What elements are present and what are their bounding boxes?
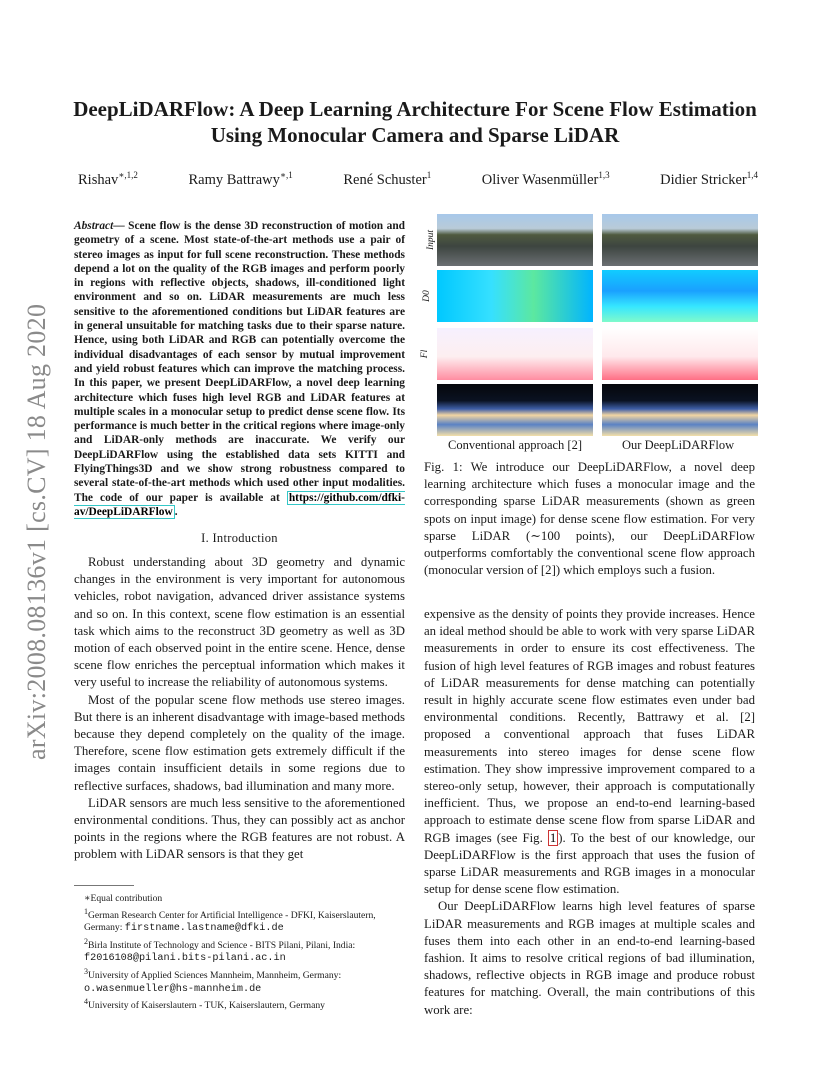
footnote: $^3$University of Applied Sciences Mannheim, Mannheim, Germany: o.wasenmueller@hs-mannheim.de [84, 966, 342, 995]
section-heading: I. Introduction [201, 531, 278, 545]
column-label: Our DeepLiDARFlow [622, 438, 735, 452]
paragraph: LiDAR sensors are much less sensitive to the aforementioned environmental conditions. Thus, they can possibly act as anchor points in the regions where the RGB features are not robust. A problem with LiDAR sensors is that they get [74, 795, 405, 862]
email: f2016108@pilani.bits-pilani.ac.in [84, 953, 286, 965]
input-image-conventional [437, 214, 593, 266]
author: Rishav$^{∗,1,2}$ [78, 170, 138, 188]
author: Ramy Battrawy$^{∗,1}$ [188, 170, 293, 188]
abstract: Abstract— Scene flow is the dense 3D reconstruction of motion and geometry of a scene. Most state-of-the-art methods use a pair of stereo images as input for full scene reconstruction. These methods depend a lot on the quality of the RGB images and perform poorly in regions with reflective objects, shadows, ill-conditioned light environment and so on. LiDAR measurements are much less sensitive to the aforementioned conditions but LiDAR features are in general unsuitable for matching tasks due to their sparse nature. Hence, using both LiDAR and RGB can potentially overcome the individual disadvantages of each sensor by mutual improvement and yield robust features which can improve the matching process. In this paper, we present DeepLiDARFlow, a novel deep learning architecture which fuses high level RGB and LiDAR features at multiple scales in a monocular setup to predict dense scene flow. Its performance is much better in the critical regions where image-only and LiDAR-only methods are inaccurate. We verify our DeepLiDARFlow using the established data sets KITTI and FlyingThings3D and we show strong robustness compared to several state-of-the-art methods which used other input modalities. The code of our paper is available at https://github.com/dfki-av/DeepLiDARFlow . [74, 220, 405, 518]
figure-reference-link[interactable]: 1 [549, 830, 557, 845]
row-label: D0 [421, 290, 432, 302]
footnote: ∗Equal contribution [84, 893, 163, 904]
figure-1 [418, 212, 763, 438]
abstract-text: — Scene flow is the dense 3D reconstruction of motion and geometry of a scene. Most state-of-the-art methods use a pair of stereo images as input for full scene reconstruction. These methods depend a lot on the quality of the RGB images and perform poorly in regions with reflective objects, shadows, ill-conditioned light environment and so on. LiDAR measurements are much less sensitive to the aforementioned conditions but LiDAR features are in general unsuitable for matching tasks due to their sparse nature. Hence, using both LiDAR and RGB can potentially overcome the individual disadvantages of each sensor by mutual improvement and yield robust features which can improve the matching process. In this paper, we present DeepLiDARFlow, a novel deep learning architecture which fuses high level RGB and LiDAR features at multiple scales in a monocular setup to predict dense scene flow. Its performance is much better in the critical regions where image-only and LiDAR-only methods are inaccurate. We verify our DeepLiDARFlow using the established data sets KITTI and FlyingThings3D and we show strong robustness compared to several state-of-the-art methods which used other input modalities. The code of our paper is available at [74, 220, 405, 504]
figure-caption: Fig. 1: We introduce our DeepLiDARFlow, a novel deep learning architecture which fuses a monocular image and the corresponding sparse LiDAR measurements (shown as green spots on input image) for dense scene flow estimation. For very sparse LiDAR (∼100 points), our DeepLiDARFlow outperforms comfortably the conventional scene flow approach (monocular version of [2]) which employs such a fusion. [424, 460, 755, 578]
footnote-rule [74, 885, 134, 886]
paragraph: Most of the popular scene flow methods use stereo images. But there is an inherent disadvantage with image-based methods because they depend completely on the quality of the image. Therefore, scene flow estimation gets extremely difficult if the images contain insufficient details in some regions due to reflective surfaces, shadows, bad illumination and many more. [74, 692, 405, 793]
footnote: $^1$German Research Center for Artificial Intelligence - DFKI, Kaiserslautern, Germany: firstname.lastname@dfki.de [84, 906, 376, 935]
d0-map-ours [602, 270, 758, 322]
error-map-conventional [437, 384, 593, 436]
arxiv-stamp: arXiv:2008.08136v1 [cs.CV] 18 Aug 2020 [22, 303, 51, 760]
paper-title: DeepLiDARFlow: A Deep Learning Architecture For Scene Flow Estimation Using Monocular Camera and Sparse LiDAR [73, 97, 757, 147]
code-link[interactable]: https://github.com/dfki-av/DeepLiDARFlow [74, 491, 405, 518]
fl-map-conventional [437, 328, 593, 380]
footnotes [84, 893, 405, 1013]
paragraph: Robust understanding about 3D geometry and dynamic changes in the environment is very important for autonomous vehicles, robot navigation, advanced driver assistance systems and so on. In this context, scene flow estimation is an essential task which aims to the reconstruct 3D geometry as well as 3D motion of each observed point in the entire scene. Hence, dense scene flow enriches the perceptual information which makes it very useful to increase the reliability of autonomous systems. [74, 555, 405, 690]
row-label: Fl [420, 349, 431, 359]
row-label: Input [426, 229, 437, 251]
error-map-ours [602, 384, 758, 436]
row-label [418, 384, 434, 436]
intro-left-column [74, 554, 405, 864]
email: o.wasenmueller@hs-mannheim.de [84, 983, 262, 995]
intro-right-column [424, 606, 755, 1019]
fl-map-ours [602, 328, 758, 380]
email: firstname.lastname@dfki.de [124, 923, 284, 935]
author: Didier Stricker$^{1,4}$ [660, 170, 758, 188]
input-image-ours [602, 214, 758, 266]
author-list [78, 170, 758, 189]
footnote: $^2$Birla Institute of Technology and Science - BITS Pilani, Pilani, India: f2016108@pilani.bits-pilani.ac.in [84, 936, 356, 965]
paragraph: expensive as the density of points they provide increases. Hence an ideal method should be able to work with very sparse LiDAR measurements in order to ensure its cost effectiveness. The fusion of high level features of RGB images and robust features of LiDAR measurements for dense matching can potentially result in highly accurate scene flow estimates even under bad environmental conditions. Recently, Battrawy et al. [2] proposed a conventional approach that fuses LiDAR measurements into stereo images for dense scene flow estimation. They show impressive improvement compared to a stereo-only setup, however, their approach is computationally inefficient. Thus, we propose an end-to-end learning-based approach to estimate dense scene flow from sparse LiDAR and RGB images (see Fig. 1 ). To the best of our knowledge, our DeepLiDARFlow is the first approach that uses the fusion of sparse LiDAR measurements and RGB images in a monocular setup for dense scene flow estimation. [424, 607, 755, 897]
d0-map-conventional [437, 270, 593, 322]
footnote: $^4$University of Kaiserslautern - TUK, Kaiserslautern, Germany [84, 997, 325, 1012]
paragraph: Our DeepLiDARFlow learns high level features of sparse LiDAR measurements and RGB images at multiple scales and fuses them into each other in an end-to-end learning-based fashion. It aims to resolve critical regions of bad illumination, shadows, reflective objects in RGB image and produce robust features for matching. Overall, the main contributions of this work are: [424, 899, 755, 1017]
abstract-label: Abstract [74, 220, 114, 232]
column-label: Conventional approach [2] [448, 438, 582, 452]
author: René Schuster$^1$ [343, 170, 432, 188]
author: Oliver Wasenmüller$^{1,3}$ [481, 170, 610, 188]
